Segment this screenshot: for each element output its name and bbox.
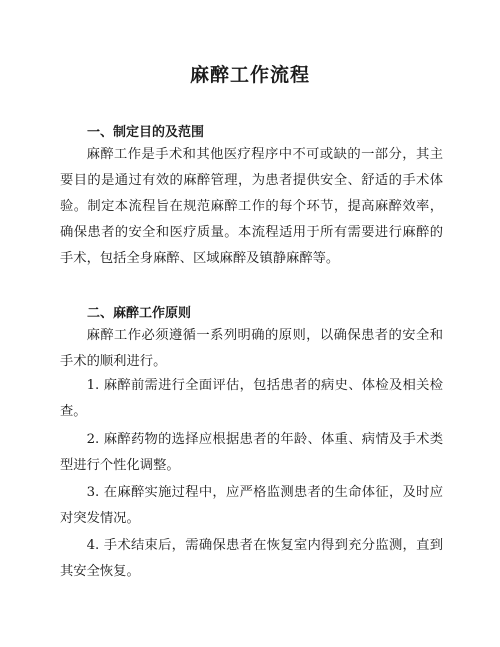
principle-item-4: 4. 手术结束后，需确保患者在恢复室内得到充分监测，直到其安全恢复。 xyxy=(60,538,443,579)
principle-item-1: 1. 麻醉前需进行全面评估，包括患者的病史、体检及相关检查。 xyxy=(60,378,443,419)
section-paragraph-principles-intro: 麻醉工作必须遵循一系列明确的原则，以确保患者的安全和手术的顺利进行。 xyxy=(60,328,443,369)
section-paragraph-purpose-scope: 麻醉工作是手术和其他医疗程序中不可或缺的一部分，其主要目的是通过有效的麻醉管理，为患者提供安全、舒适的手术体验。制定本流程旨在规范麻醉工作的每个环节，提高麻醉效率，确保患者的安全和医疗质量。本流程适用于所有需要进行麻醉的手术，包括全身麻醉、区域麻醉及镇静麻醉等。 xyxy=(60,147,443,266)
section-heading-purpose-scope: 一、制定目的及范围 xyxy=(87,125,205,140)
principle-item-3: 3. 在麻醉实施过程中，应严格监测患者的生命体征，及时应对突发情况。 xyxy=(60,485,443,526)
document-title: 麻醉工作流程 xyxy=(189,64,310,86)
principle-item-2: 2. 麻醉药物的选择应根据患者的年龄、体重、病情及手术类型进行个性化调整。 xyxy=(60,432,443,473)
section-heading-principles: 二、麻醉工作原则 xyxy=(87,306,192,321)
